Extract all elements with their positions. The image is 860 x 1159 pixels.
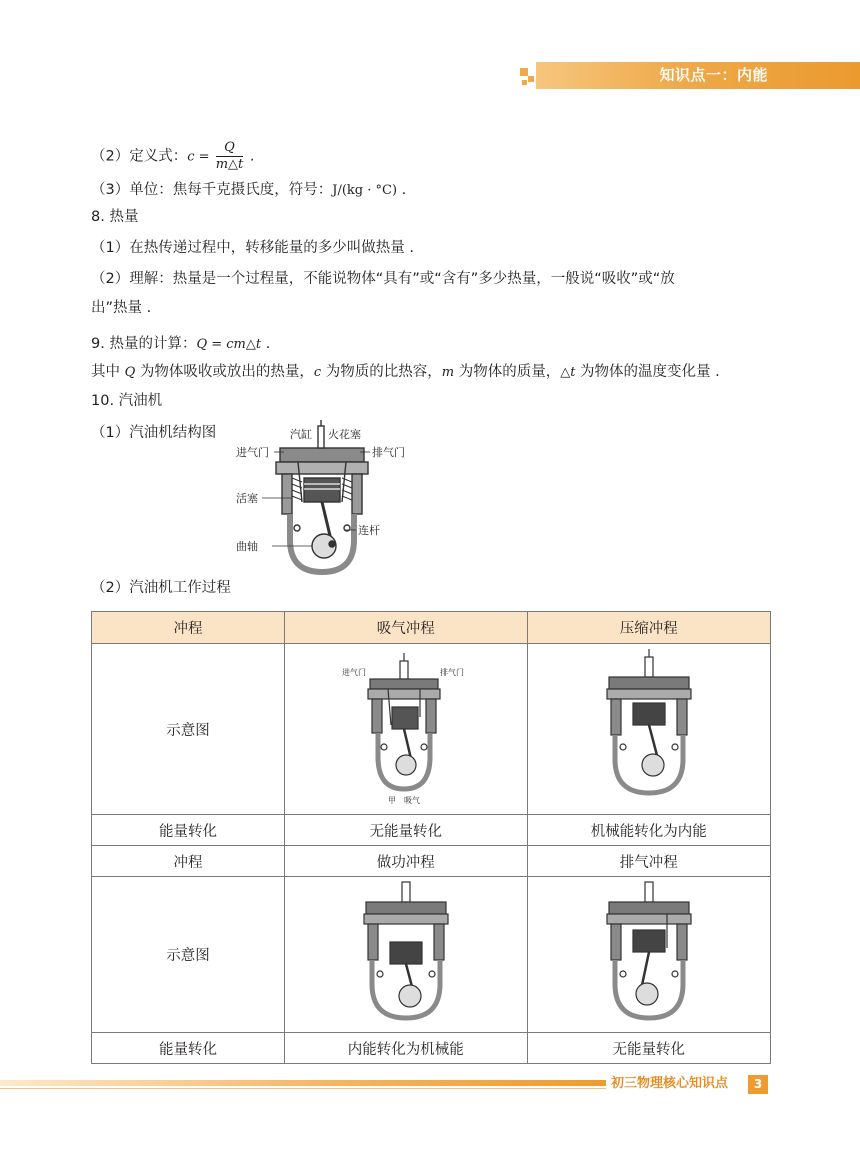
engine-process-heading: （2）汽油机工作过程	[91, 580, 231, 596]
table-cell: 能量转化	[92, 1033, 285, 1064]
text-segment: 为物体吸收或放出的热量，	[135, 364, 314, 380]
header-cell: 吸气冲程	[285, 612, 527, 644]
heat-variables-line	[91, 362, 720, 383]
table-cell: 能量转化	[92, 815, 285, 846]
heat-calc-line	[91, 334, 270, 355]
formula-equals: =	[194, 149, 214, 165]
exhaust-diagram-cell	[527, 877, 770, 1033]
table-row	[92, 877, 771, 1033]
table-row	[92, 815, 771, 846]
label-intake-valve: 进气门	[236, 447, 269, 459]
formula-c: c	[187, 149, 195, 165]
engine-structure-heading: （1）汽油机结构图	[91, 425, 217, 441]
heat-formula: Q = cm△t	[196, 337, 262, 352]
heat-understanding-cont: 出”热量 .	[91, 300, 152, 316]
label-crankshaft: 曲轴	[236, 541, 258, 553]
heat-calc-end: .	[261, 336, 271, 352]
var-c: c	[313, 365, 322, 380]
text-segment: 为物质的比热容，	[321, 364, 442, 380]
power-diagram-cell	[285, 877, 527, 1033]
header-deco-square	[528, 76, 534, 82]
unit-line	[91, 180, 406, 201]
table-cell: 无能量转化	[285, 815, 527, 846]
header-cell: 冲程	[92, 612, 285, 644]
text-segment: 为物体的质量，	[454, 364, 561, 380]
label-cylinder: 汽缸	[290, 429, 312, 441]
heat-definition: （1）在热传递过程中，转移能量的多少叫做热量 .	[91, 240, 414, 256]
header-deco-square	[520, 68, 528, 76]
definition-formula-line	[91, 140, 254, 173]
header-bar	[536, 62, 860, 89]
fraction-denominator: m△t	[215, 157, 244, 172]
page-title: 知识点一：内能	[659, 66, 768, 84]
table-cell: 做功冲程	[285, 846, 527, 877]
footer-rule-thin	[0, 1088, 606, 1089]
unit-end: .	[397, 182, 407, 198]
header-deco-square	[522, 80, 527, 85]
formula-fraction	[216, 140, 244, 173]
table-cell: 示意图	[92, 877, 285, 1033]
table-header-row	[92, 612, 771, 644]
table-cell: 示意图	[92, 644, 285, 815]
formula-end: .	[245, 148, 255, 165]
unit-symbol: J/(kg · °C)	[332, 183, 398, 198]
table-cell: 排气冲程	[527, 846, 770, 877]
heat-calc-label: 9. 热量的计算：	[91, 336, 197, 352]
footer-book-title: 初三物理核心知识点	[611, 1076, 729, 1091]
text-segment: 其中	[91, 364, 125, 380]
compression-diagram-cell	[527, 644, 770, 815]
section-heat: 8. 热量	[91, 209, 139, 225]
label-spark-plug: 火花塞	[328, 429, 361, 441]
engine-structure-diagram	[232, 418, 412, 578]
compression-stroke-diagram	[579, 647, 719, 807]
table-row	[92, 1033, 771, 1064]
var-m: m	[441, 365, 455, 380]
intake-stroke-diagram	[336, 647, 476, 807]
table-row	[92, 644, 771, 815]
intake-label-right: 排气门	[439, 668, 464, 677]
footer-rule	[0, 1080, 606, 1086]
table-cell: 冲程	[92, 846, 285, 877]
table-row	[92, 846, 771, 877]
label-connecting-rod: 连杆	[358, 525, 380, 537]
section-engine: 10. 汽油机	[91, 393, 163, 409]
label-piston: 活塞	[236, 493, 258, 505]
table-cell: 机械能转化为内能	[527, 815, 770, 846]
label-exhaust-valve: 排气门	[372, 447, 405, 459]
fraction-numerator: Q	[216, 140, 244, 157]
var-q: Q	[124, 365, 136, 380]
intake-diagram-cell	[285, 644, 527, 815]
page-number: 3	[748, 1075, 768, 1094]
unit-label: （3）单位：焦每千克摄氏度，符号：	[91, 182, 333, 198]
definition-label: （2）定义式：	[91, 148, 188, 165]
table-cell: 内能转化为机械能	[285, 1033, 527, 1064]
text-segment: 为物体的温度变化量 .	[575, 364, 720, 380]
heat-understanding: （2）理解：热量是一个过程量，不能说物体“具有”或“含有”多少热量，一般说“吸收”或“放	[91, 271, 675, 287]
table-cell: 无能量转化	[527, 1033, 770, 1064]
var-dt: △t	[560, 365, 576, 380]
engine-stroke-table	[91, 611, 771, 1064]
power-stroke-diagram	[336, 878, 476, 1028]
intake-caption: 甲 吸气	[387, 796, 420, 805]
exhaust-stroke-diagram	[579, 878, 719, 1028]
intake-label-left: 进气门	[341, 668, 366, 677]
header-cell: 压缩冲程	[527, 612, 770, 644]
